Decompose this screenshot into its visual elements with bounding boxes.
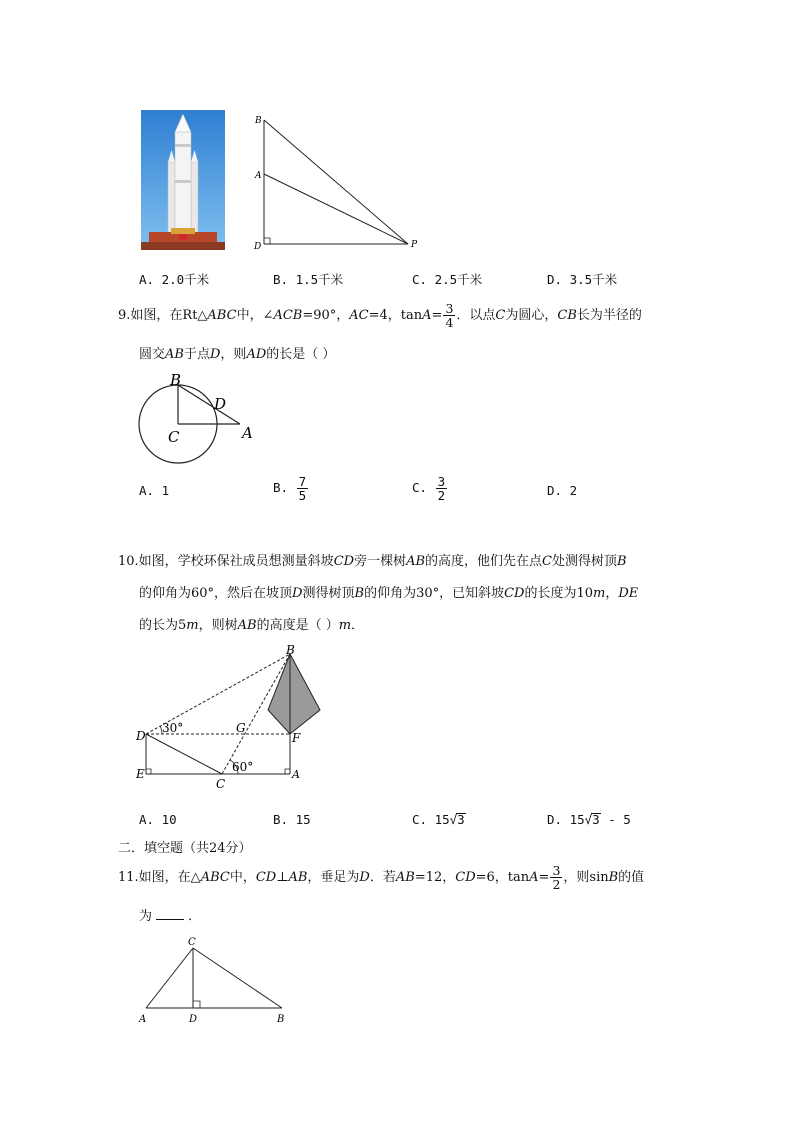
label-d: D bbox=[214, 395, 227, 413]
label-a: A bbox=[139, 1014, 147, 1025]
label-a: A bbox=[255, 171, 262, 181]
q8-diagram bbox=[250, 112, 420, 254]
right-angle-a bbox=[285, 769, 290, 774]
q9-diagram bbox=[130, 368, 260, 468]
label-b: B bbox=[170, 371, 182, 389]
right-angle-mark bbox=[264, 238, 270, 244]
label-d: D bbox=[189, 1014, 198, 1025]
label-b: B bbox=[255, 116, 262, 126]
q11-line-2: 为 ． bbox=[139, 909, 202, 924]
tree-shape bbox=[268, 654, 320, 734]
q10-option-c[interactable]: C. 15√3 bbox=[412, 812, 465, 827]
q9-option-a[interactable]: A. 1 bbox=[139, 483, 170, 498]
q8-option-b[interactable]: B. 1.5千米 bbox=[273, 272, 344, 287]
label-c: C bbox=[188, 937, 196, 948]
label-c: C bbox=[168, 428, 180, 446]
answer-blank[interactable] bbox=[156, 919, 184, 920]
label-b: B bbox=[277, 1014, 285, 1025]
q9-option-c[interactable]: C. $\frac{3}{2}$ bbox=[412, 474, 446, 504]
label-d: D bbox=[136, 729, 146, 743]
label-a: A bbox=[292, 768, 300, 781]
q9-option-d[interactable]: D. 2 bbox=[547, 483, 578, 498]
segment-bp bbox=[264, 120, 408, 244]
rocket-photo bbox=[141, 110, 225, 250]
label-angle-30: 30° bbox=[162, 721, 184, 735]
q10-option-b[interactable]: B. 15 bbox=[273, 812, 311, 827]
label-a: A bbox=[242, 424, 253, 442]
label-g: G bbox=[236, 721, 246, 735]
segment-ap bbox=[264, 174, 408, 244]
right-angle-mark bbox=[193, 1001, 200, 1008]
q8-option-a[interactable]: A. 2.0千米 bbox=[139, 272, 210, 287]
label-b: B bbox=[286, 643, 295, 657]
segment-ac bbox=[146, 948, 193, 1008]
q11-diagram bbox=[134, 934, 298, 1028]
label-c: C bbox=[216, 777, 226, 791]
q9-option-b[interactable]: B. $\frac{7}{5}$ bbox=[273, 474, 307, 504]
q11-fraction: $\frac{3}{2}$ bbox=[552, 863, 561, 893]
segment-cb bbox=[193, 948, 282, 1008]
label-angle-60: 60° bbox=[232, 760, 254, 774]
q9-line-1: 9.如图，在Rt△ABC中，∠ACB=90°，AC=4，tanA= $\frac{3}{4}$ ．以点C为圆心，CB长为半径的 bbox=[118, 301, 642, 331]
label-e: E bbox=[136, 767, 145, 781]
q10-option-a[interactable]: A. 10 bbox=[139, 812, 177, 827]
rocket-image bbox=[141, 110, 225, 250]
label-f: F bbox=[292, 731, 301, 745]
q8-option-c[interactable]: C. 2.5千米 bbox=[412, 272, 483, 287]
q10-line-2: 的仰角为60°，然后在坡顶D测得树顶B的仰角为30°，已知斜坡CD的长度为10m，DE bbox=[139, 586, 639, 601]
label-p: P bbox=[411, 240, 418, 250]
label-d: D bbox=[254, 242, 262, 252]
segment-dc bbox=[146, 734, 222, 774]
q11-line-1: 11.如图，在△ABC中，CD⊥AB，垂足为D．若AB=12，CD=6，tanA= $\frac{3}{2}$ ，则sinB的值 bbox=[118, 863, 645, 893]
right-angle-e bbox=[146, 769, 151, 774]
section-title: 二．填空题（共24分） bbox=[118, 841, 252, 856]
q9-line-2: 圆交AB于点D，则AD的长是（ ） bbox=[139, 347, 336, 362]
q8-option-d[interactable]: D. 3.5千米 bbox=[547, 272, 618, 287]
q10-diagram bbox=[132, 642, 332, 794]
q10-option-d[interactable]: D. 15√3 - 5 bbox=[547, 812, 631, 827]
q10-line-3: 的长为5m，则树AB的高度是（ ）m． bbox=[139, 618, 365, 633]
q9-fraction: $\frac{3}{4}$ bbox=[445, 301, 454, 331]
segment-ab bbox=[178, 385, 240, 424]
q10-line-1: 10.如图，学校环保社成员想测量斜坡CD旁一棵树AB的高度，他们先在点C处测得树顶B bbox=[118, 554, 627, 569]
